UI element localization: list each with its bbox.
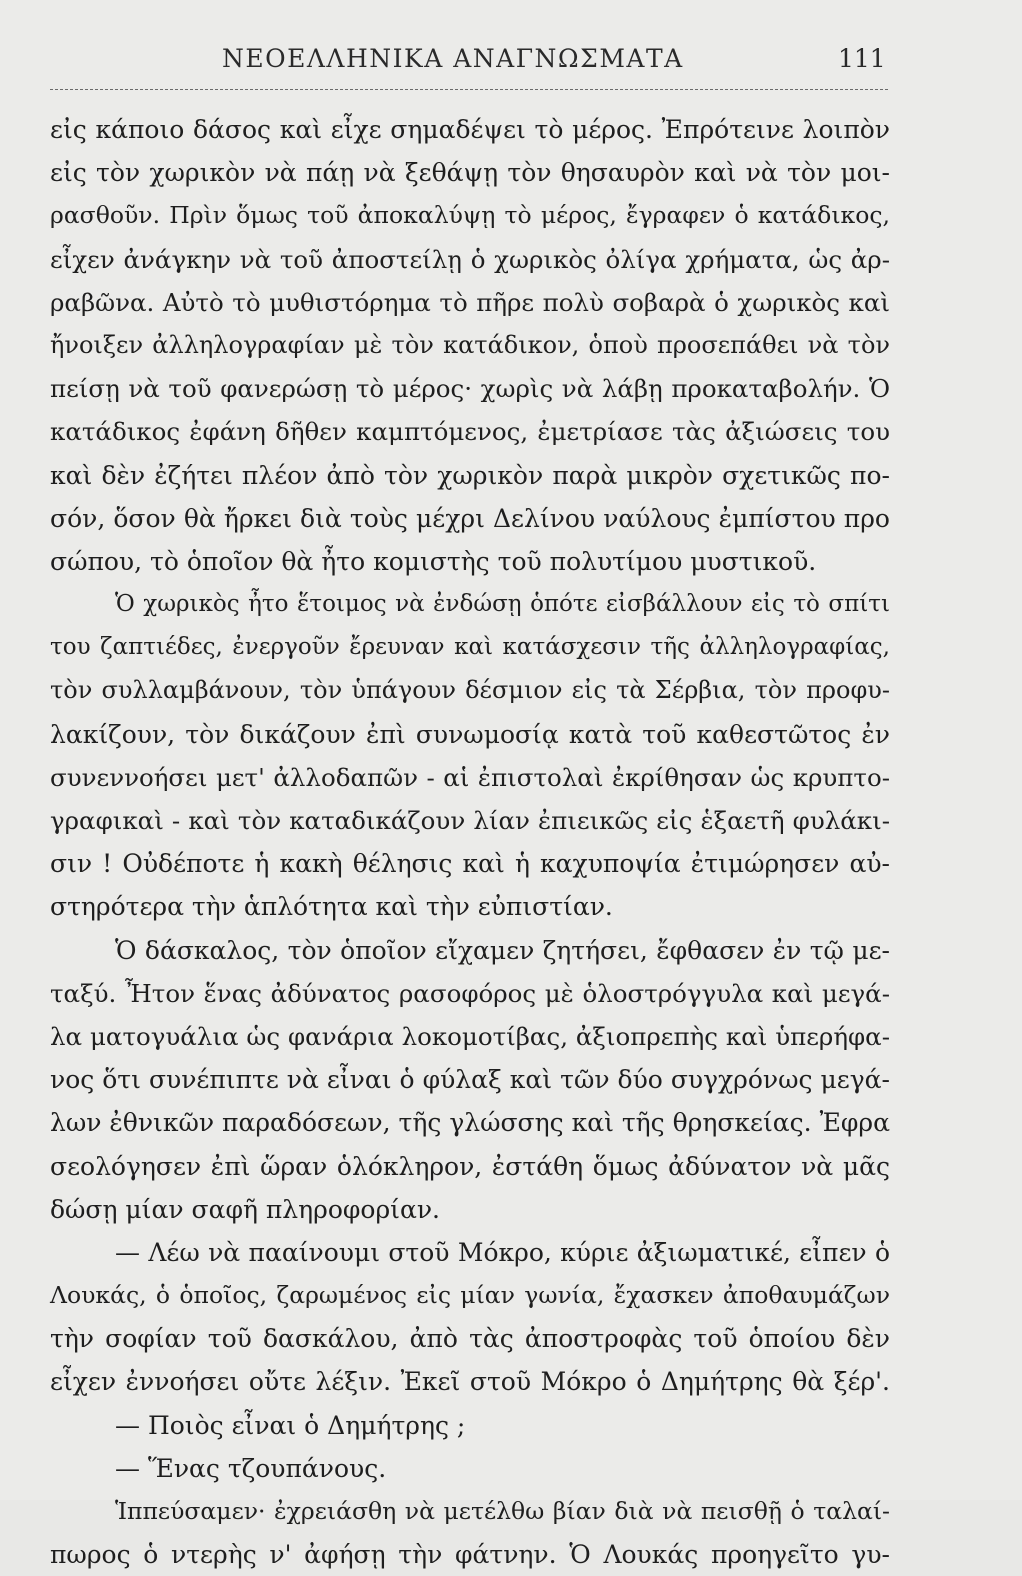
text-line: — Ποιὸς εἶναι ὁ Δημήτρης ; bbox=[115, 1410, 466, 1440]
text-line: δώσῃ μίαν σαφῆ πληροφορίαν. bbox=[50, 1194, 440, 1224]
text-line: Ὁ χωρικὸς ἦτο ἕτοιμος νὰ ἐνδώσῃ ὁπότε εἰσβάλλουν εἰς τὸ σπίτι bbox=[115, 591, 890, 618]
text-line: τὴν σοφίαν τοῦ δασκάλου, ἀπὸ τὰς ἀποστροφὰς τοῦ ὁποίου δὲν bbox=[50, 1324, 890, 1354]
text-line: κατάδικος ἐφάνη δῆθεν καμπτόμενος, ἐμετρίασε τὰς ἀξιώσεις του bbox=[50, 417, 890, 447]
text-line: ραβῶνα. Αὐτὸ τὸ μυθιστόρημα τὸ πῆρε πολὺ σοβαρὰ ὁ χωρικὸς καὶ bbox=[50, 287, 890, 317]
running-head-title: ΝΕΟΕΛΛΗΝΙΚΑ ΑΝΑΓΝΩΣΜΑΤΑ bbox=[222, 44, 684, 73]
text-line: ἤνοιξεν ἀλληλογραφίαν μὲ τὸν κατάδικον, ὁποὺ προσεπάθει νὰ τὸν bbox=[50, 330, 890, 359]
text-line: εἶχεν ἐννοήσει οὔτε λέξιν. Ἐκεῖ στοῦ Μόκρο ὁ Δημήτρης θὰ ξέρ'. bbox=[50, 1367, 890, 1397]
text-line: εἰς τὸν χωρικὸν νὰ πάῃ νὰ ξεθάψῃ τὸν θησαυρὸν καὶ νὰ τὸν μοι- bbox=[50, 158, 890, 188]
text-line: Ὁ δάσκαλος, τὸν ὁποῖον εἴχαμεν ζητήσει, ἔφθασεν ἐν τῷ με- bbox=[115, 935, 890, 965]
text-line: ταξύ. Ἦτον ἕνας ἀδύνατος ρασοφόρος μὲ ὁλοστρόγγυλα καὶ μεγά- bbox=[50, 978, 890, 1008]
text-line: του ζαπτιέδες, ἐνεργοῦν ἔρευναν καὶ κατάσχεσιν τῆς ἀλληλογραφίας, bbox=[50, 634, 890, 661]
text-line: καὶ δὲν ἐζήτει πλέον ἀπὸ τὸν χωρικὸν παρὰ μικρὸν σχετικῶς πο- bbox=[50, 460, 890, 490]
text-line: εἰς κάποιο δάσος καὶ εἶχε σημαδέψει τὸ μέρος. Ἐπρότεινε λοιπὸν bbox=[50, 115, 890, 144]
text-line: σώπου, τὸ ὁποῖον θὰ ἦτο κομιστὴς τοῦ πολυτίμου μυστικοῦ. bbox=[50, 546, 817, 576]
text-line: σεολόγησεν ἐπὶ ὥραν ὁλόκληρον, ἐστάθη ὅμως ἀδύνατον νὰ μᾶς bbox=[50, 1151, 890, 1181]
text-line: — Ἕνας τζουπάνους. bbox=[115, 1453, 387, 1483]
text-line: Λουκάς, ὁ ὁποῖος, ζαρωμένος εἰς μίαν γωνία, ἔχασκεν ἀποθαυμάζων bbox=[50, 1281, 890, 1310]
text-line: εἶχεν ἀνάγκην νὰ τοῦ ἀποστείλῃ ὁ χωρικὸς ὀλίγα χρήματα, ὡς ἀρ- bbox=[50, 244, 890, 274]
page-number: 111 bbox=[838, 44, 886, 73]
text-line: στηρότερα τὴν ἁπλότητα καὶ τὴν εὐπιστίαν. bbox=[50, 892, 613, 922]
text-line: τὸν συλλαμβάνουν, τὸν ὑπάγουν δέσμιον εἰς τὰ Σέρβια, τὸν προφυ- bbox=[50, 676, 890, 705]
text-line: σιν ! Οὐδέποτε ἡ κακὴ θέλησις καὶ ἡ καχυποψία ἐτιμώρησεν αὐ- bbox=[50, 849, 890, 879]
running-head bbox=[0, 40, 1022, 80]
header-divider bbox=[50, 89, 888, 90]
text-line: λων ἐθνικῶν παραδόσεων, τῆς γλώσσης καὶ τῆς θρησκείας. Ἐφρα bbox=[50, 1108, 890, 1138]
text-line: πείσῃ νὰ τοῦ φανερώσῃ τὸ μέρος· χωρὶς νὰ λάβῃ προκαταβολήν. Ὁ bbox=[50, 374, 890, 404]
text-line: — Λέω νὰ πααίνουμι στοῦ Μόκρο, κύριε ἀξιωματικέ, εἶπεν ὁ bbox=[115, 1237, 890, 1267]
text-line: Ἱππεύσαμεν· ἐχρειάσθη νὰ μετέλθω βίαν διὰ νὰ πεισθῇ ὁ ταλαί- bbox=[115, 1497, 890, 1525]
text-line: συνεννοήσει μετ' ἀλλοδαπῶν - αἱ ἐπιστολαὶ ἐκρίθησαν ὡς κρυπτο- bbox=[50, 762, 890, 792]
text-line: πωρος ὁ ντερὴς ν' ἀφήσῃ τὴν φάτνην. Ὁ Λουκάς προηγεῖτο γυ- bbox=[50, 1540, 890, 1570]
text-line: λα ματογυάλια ὡς φανάρια λοκομοτίβας, ἀξιοπρεπὴς καὶ ὑπερήφα- bbox=[50, 1021, 890, 1051]
text-line: λακίζουν, τὸν δικάζουν ἐπὶ συνωμοσίᾳ κατὰ τοῦ καθεστῶτος ἐν bbox=[50, 719, 890, 749]
text-line: νος ὅτι συνέπιπτε νὰ εἶναι ὁ φύλαξ καὶ τῶν δύο συγχρόνως μεγά- bbox=[50, 1065, 890, 1095]
text-line: σόν, ὅσον θὰ ἤρκει διὰ τοὺς μέχρι Δελίνου ναύλους ἐμπίστου προ bbox=[50, 503, 890, 533]
text-line: ρασθοῦν. Πρὶν ὅμως τοῦ ἀποκαλύψῃ τὸ μέρος, ἔγραφεν ὁ κατάδικος, bbox=[50, 201, 890, 230]
text-line: γραφικαὶ - καὶ τὸν καταδικάζουν λίαν ἐπιεικῶς εἰς ἑξαετῆ φυλάκι- bbox=[50, 806, 890, 835]
body-text bbox=[50, 108, 890, 1576]
